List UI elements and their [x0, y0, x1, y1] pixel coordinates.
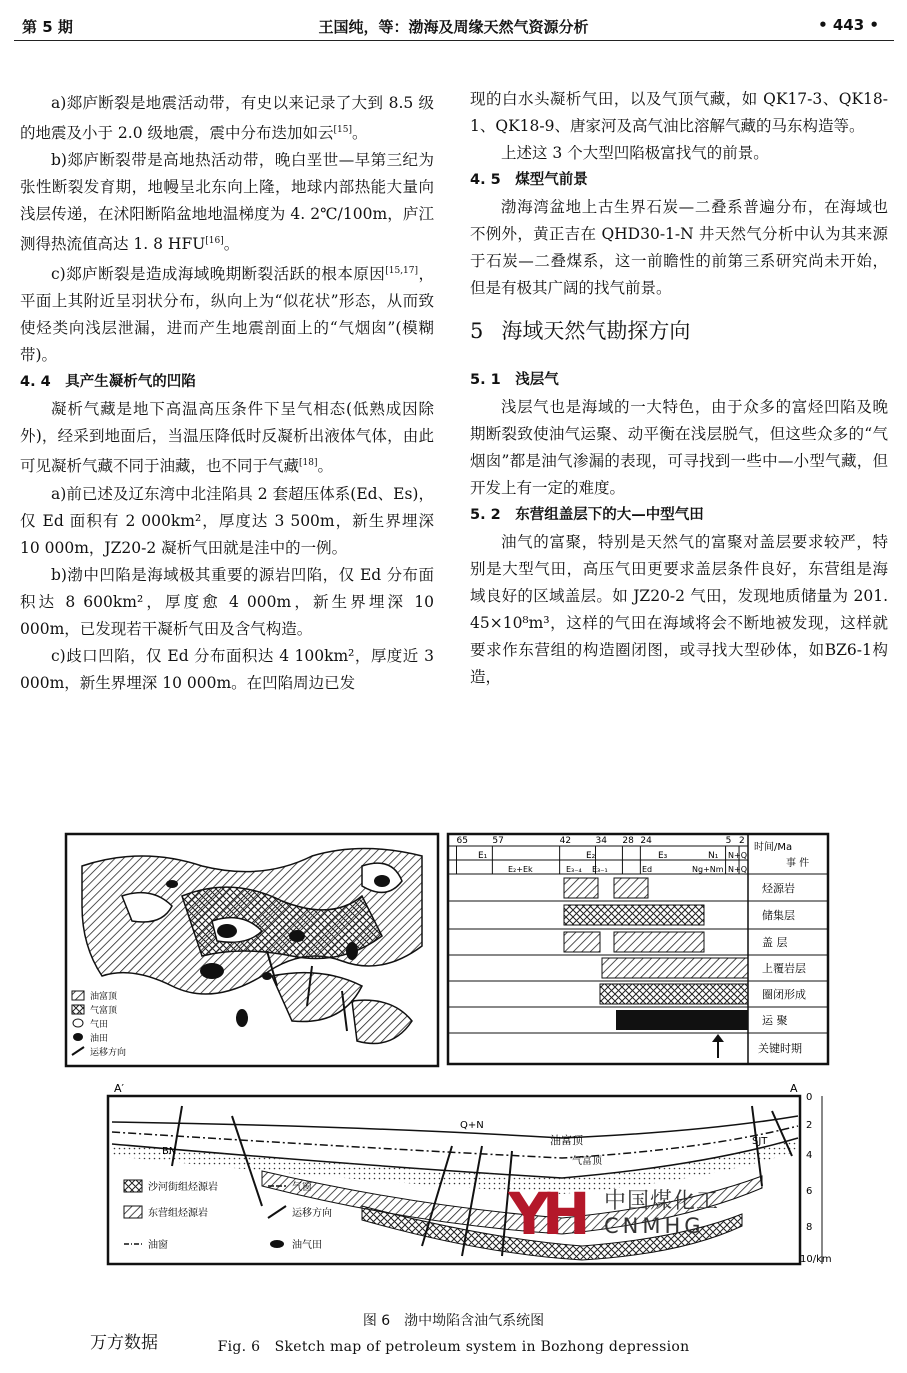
depth-tick: 8: [806, 1222, 813, 1233]
period-label: E₃: [658, 851, 668, 861]
time-tick-label: 28: [622, 836, 634, 846]
well-label: BN: [162, 1146, 177, 1157]
section-legend-label: 运移方向: [292, 1208, 332, 1219]
layer-label: 气富顶: [572, 1156, 602, 1167]
section-4-4-heading: 4. 4 具产生凝析气的凹陷: [20, 374, 196, 391]
watermark-logo: [508, 1180, 720, 1250]
para-summary: 上述这 3 个大型凹陷极富找气的前景。: [501, 144, 769, 162]
depth-tick: 0: [806, 1092, 813, 1103]
layer-label: Q+N: [460, 1120, 484, 1131]
map-legend-label: 运移方向: [90, 1048, 127, 1058]
figure-caption-en: Fig. 6 Sketch map of petroleum system in Bozhong depression: [217, 1339, 690, 1355]
period-label: Ng+Nm: [692, 865, 724, 874]
section-end-label: A: [790, 1082, 798, 1095]
issue-number: 第 5 期: [22, 18, 73, 36]
time-tick-label: 2: [739, 836, 745, 846]
citation[interactable]: [15]: [333, 125, 352, 135]
period-label: E₂: [586, 851, 596, 861]
para-a2: a)前已述及辽东湾中北洼陷具 2 套超压体系(Ed、Es)，仅 Ed 面积有 2 000km²，厚度达 3 500m，新生界埋深 10 000m，JZ20-2 凝析气田就是洼中的一例。: [20, 484, 434, 557]
section-end-label: A′: [114, 1082, 125, 1095]
depth-tick: 2: [806, 1120, 813, 1131]
depth-tick: 6: [806, 1186, 813, 1197]
period-label: N+Q: [728, 865, 747, 874]
section-legend-label: 气窗: [292, 1182, 312, 1193]
citation[interactable]: [16]: [205, 236, 224, 247]
citation[interactable]: [15,17]: [385, 266, 419, 277]
watermark-en: CNMHG: [604, 1214, 705, 1238]
well-label: SJT: [752, 1136, 768, 1147]
para-5-1: 浅层气也是海域的一大特色，由于众多的富烃凹陷及晚期断裂致使油气运聚、动平衡在浅层脱气，但这些众多的“气烟囱”都是油气渗漏的表现，可寻找到一些中—小型气藏，但开发上有一定的难度。: [470, 398, 888, 497]
period-label: Ed: [642, 865, 653, 874]
para-5-2: 油气的富聚，特别是天然气的富聚对盖层要求较严，特别是大型气田，高压气田更要求盖层条件良好，东营组是海域良好的区域盖层。如 JZ20-2 气田，发现地质储量为 201. 45×10⁸m³，这样的气田在海域将会不断地被发现，这样就要求作东营组的构造圈闭图，或寻找大型砂体，如BZ6-1构造，: [470, 533, 888, 686]
para-continued: 现的白水头凝析气田，以及气顶气藏，如 QK17-3、QK18-1、QK18-9、唐家河及高气油比溶解气藏的马东构造等。: [470, 90, 888, 135]
event-label: 储集层: [762, 909, 795, 922]
period-label: E₃₋₁: [592, 865, 608, 874]
time-axis-label: 时间/Ma: [754, 842, 793, 853]
page-header: [0, 8, 907, 48]
map-legend-label: 气田: [90, 1020, 109, 1030]
time-tick-label: 65: [456, 836, 468, 846]
source-label: 万方数据: [90, 1333, 158, 1353]
depth-tick: 4: [806, 1150, 813, 1161]
period-label: N₁: [708, 851, 719, 861]
basin-map: [66, 834, 438, 1066]
time-tick-label: 24: [640, 836, 652, 846]
time-tick-label: 34: [595, 836, 607, 846]
section-legend-label: 沙河街组烃源岩: [148, 1182, 218, 1193]
map-legend-label: 油富顶: [90, 992, 118, 1002]
section-5-heading: 5 海域天然气勘探方向: [470, 319, 691, 343]
figure-caption-cn: 图 6 渤中坳陷含油气系统图: [362, 1313, 545, 1329]
page-number: • 443 •: [818, 16, 879, 34]
right-column: [470, 86, 888, 691]
map-legend-label: 气富顶: [90, 1006, 118, 1016]
section-legend-label: 油窗: [148, 1240, 168, 1251]
event-column-label: 事 件: [786, 858, 810, 869]
cross-section: [108, 1082, 832, 1265]
event-label: 运 聚: [762, 1014, 788, 1027]
header-rule: [14, 40, 894, 41]
section-4-5-heading: 4. 5 煤型气前景: [470, 172, 588, 188]
section-legend-label: 东营组烃源岩: [148, 1208, 208, 1219]
figure-6-svg: [62, 826, 838, 1278]
para-c2: c)歧口凹陷，仅 Ed 分布面积达 4 100km²，厚度近 3 000m，新生界埋深 10 000m。在凹陷周边已发: [20, 646, 434, 692]
time-tick-label: 5: [725, 836, 732, 846]
para-b2: b)渤中凹陷是海域极其重要的源岩凹陷，仅 Ed 分布面积达 8 600km²，厚度愈 4 000m，新生界埋深 10 000m，已发现若干凝析气田及含气构造。: [20, 565, 434, 638]
event-label: 盖 层: [762, 936, 788, 949]
para-a1: a)郯庐断裂是地震活动带，有史以来记录了大到 8.5 级的地震及小于 2.0 级地震，震中分布迭加如云[15]。: [20, 94, 434, 143]
section-5-1-heading: 5. 1 浅层气: [470, 372, 559, 388]
map-legend-label: 油田: [90, 1034, 109, 1044]
section-legend-label: 油气田: [292, 1240, 322, 1251]
para-4-5: 渤海湾盆地上古生界石炭—二叠系普遍分布，在海域也不例外，黄正吉在 QHD30-1-N 井天然气分析中认为其来源于石炭—二叠煤系，这一前瞻性的前第三系研究尚未开始，但是有极其广阔的找气前景。: [470, 198, 888, 297]
period-label: E₁: [478, 851, 488, 861]
time-tick-label: 42: [559, 836, 572, 846]
left-column: [20, 90, 434, 697]
section-5-2-heading: 5. 2 东营组盖层下的大—中型气田: [470, 507, 704, 523]
period-label: N+Q: [728, 851, 747, 860]
watermark-mark: YH: [508, 1180, 583, 1248]
event-label: 圈闭形成: [762, 988, 806, 1001]
para-c1: c)郯庐断裂是造成海域晚期断裂活跃的根本原因[15,17]，平面上其附近呈羽状分布，纵向上为“似花状”形态，从而致使烃类向浅层泄漏，进而产生地震剖面上的“气烟囱”(模糊带)。: [20, 265, 434, 365]
para-b1: b)郯庐断裂带是高地热活动带，晚白垩世—早第三纪为张性断裂发育期，地幔呈北东向上隆，地球内部热能大量向浅层传递，在沭阳断陷盆地地温梯度为 4. 2℃/100m，庐江测得热流值高达 1. 8 HFU[16]。: [20, 151, 434, 254]
watermark-cn: 中国煤化工: [604, 1189, 720, 1214]
depth-tick: 10/km: [800, 1254, 832, 1265]
event-label: 关键时期: [758, 1042, 802, 1055]
period-label: E₃₋₄: [566, 865, 582, 874]
event-chart: [448, 834, 828, 1064]
event-label: 烃源岩: [762, 882, 795, 895]
layer-label: 油富顶: [550, 1134, 583, 1147]
period-label: E₂+Ek: [508, 865, 533, 874]
time-tick-label: 57: [492, 836, 504, 846]
citation[interactable]: [18]: [299, 458, 318, 469]
running-title: 王国纯，等：渤海及周缘天然气资源分析: [318, 18, 589, 36]
event-label: 上覆岩层: [762, 962, 806, 975]
para-4-4: 凝析气藏是地下高温高压条件下呈气相态(低熟成因除外)，经采到地面后，当温压降低时反凝析出液体气体，由此可见凝析气藏不同于油藏，也不同于气藏[18]。: [20, 400, 434, 476]
figure-6: [62, 826, 838, 1278]
